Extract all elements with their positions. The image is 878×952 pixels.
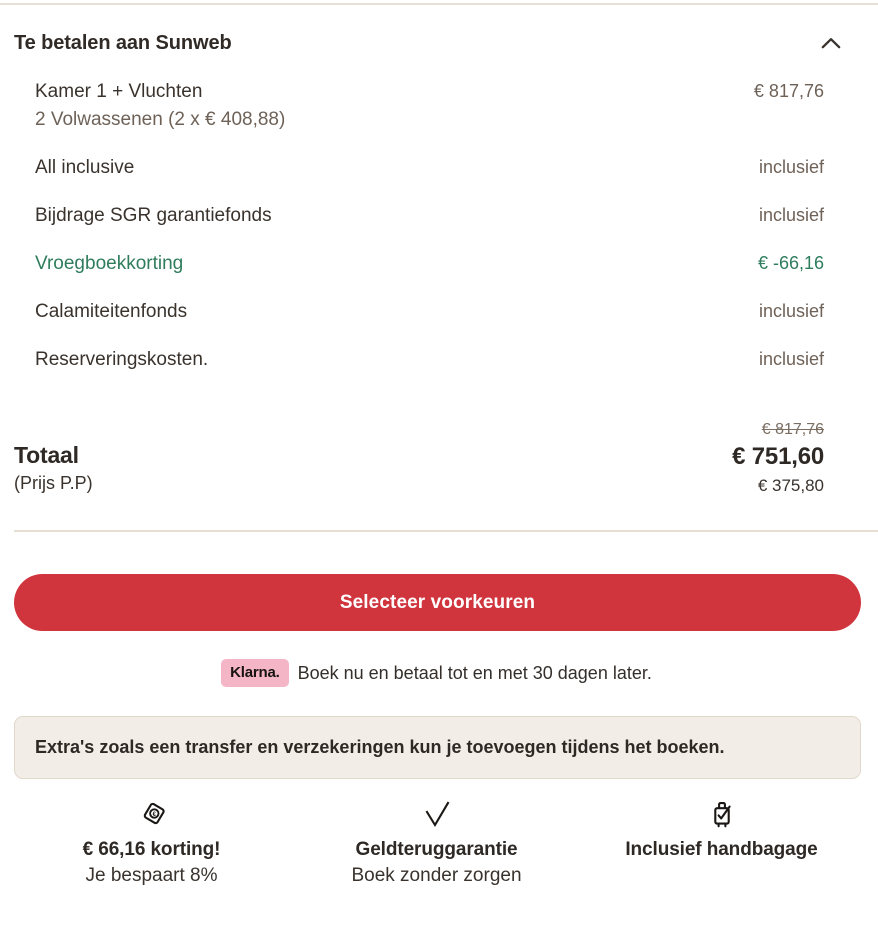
line-item-occupancy-note: 2 Volwassenen (2 x € 408,88) [35, 109, 286, 130]
total-label: Totaal [14, 442, 79, 468]
line-item-value: € 817,76 [753, 81, 824, 101]
line-item-row [35, 298, 859, 325]
klarna-description: Boek nu en betaal tot en met 30 dagen later. [297, 663, 652, 683]
line-item-value: inclusief [758, 301, 824, 321]
line-item-row [35, 154, 859, 181]
extras-notice-text: Extra's zoals een transfer en verzekeringen kun je toevoegen tijdens het boeken. [35, 737, 725, 757]
line-item-label: Calamiteitenfonds [35, 301, 188, 322]
usp-subtitle: Je bespaart 8% [85, 865, 218, 886]
line-item-row [35, 202, 859, 229]
select-preferences-button[interactable]: Selecteer voorkeuren [14, 574, 861, 631]
line-item-row [35, 78, 859, 105]
line-item-label: Reserveringskosten. [35, 349, 209, 370]
usp-money-back [294, 798, 579, 889]
usp-title: Geldteruggarantie [355, 839, 518, 860]
chevron-up-icon[interactable] [817, 29, 845, 57]
totals-divider [14, 530, 878, 532]
line-item-value: inclusief [758, 157, 824, 177]
total-price: € 751,60 [732, 443, 824, 470]
line-item-row [35, 346, 859, 373]
extras-notice [14, 716, 861, 779]
usp-hand-luggage [579, 798, 864, 889]
hand-luggage-icon [579, 798, 864, 832]
line-item-value: inclusief [758, 349, 824, 369]
line-item-label: Bijdrage SGR garantiefonds [35, 205, 272, 226]
cta-container [0, 532, 878, 631]
klarna-payment-info [0, 659, 878, 687]
svg-text:€: € [152, 812, 156, 819]
line-item-label: Kamer 1 + Vluchten [35, 81, 203, 102]
line-items-list [0, 56, 878, 373]
line-item-label: All inclusive [35, 157, 135, 178]
line-item-value: inclusief [758, 205, 824, 225]
usp-title: € 66,16 korting! [82, 839, 221, 860]
line-item-value: € -66,16 [757, 253, 824, 273]
totals-section [0, 373, 878, 532]
total-per-person-label: (Prijs P.P) [14, 473, 93, 493]
line-item-label: Vroegboekkorting [35, 253, 184, 274]
checkmark-icon [294, 798, 579, 832]
klarna-logo: Klarna. [221, 659, 288, 687]
total-original-price: € 817,76 [761, 421, 824, 438]
panel-header-toggle[interactable] [0, 0, 878, 56]
usp-subtitle: Boek zonder zorgen [351, 865, 522, 886]
page-title: Te betalen aan Sunweb [14, 32, 232, 54]
usp-title: Inclusief handbagage [625, 839, 818, 860]
total-price-per-person: € 375,80 [757, 476, 824, 495]
line-item-row-discount [35, 250, 859, 277]
usp-discount [9, 798, 294, 889]
price-tag-icon [9, 798, 294, 832]
usp-list [0, 798, 878, 889]
